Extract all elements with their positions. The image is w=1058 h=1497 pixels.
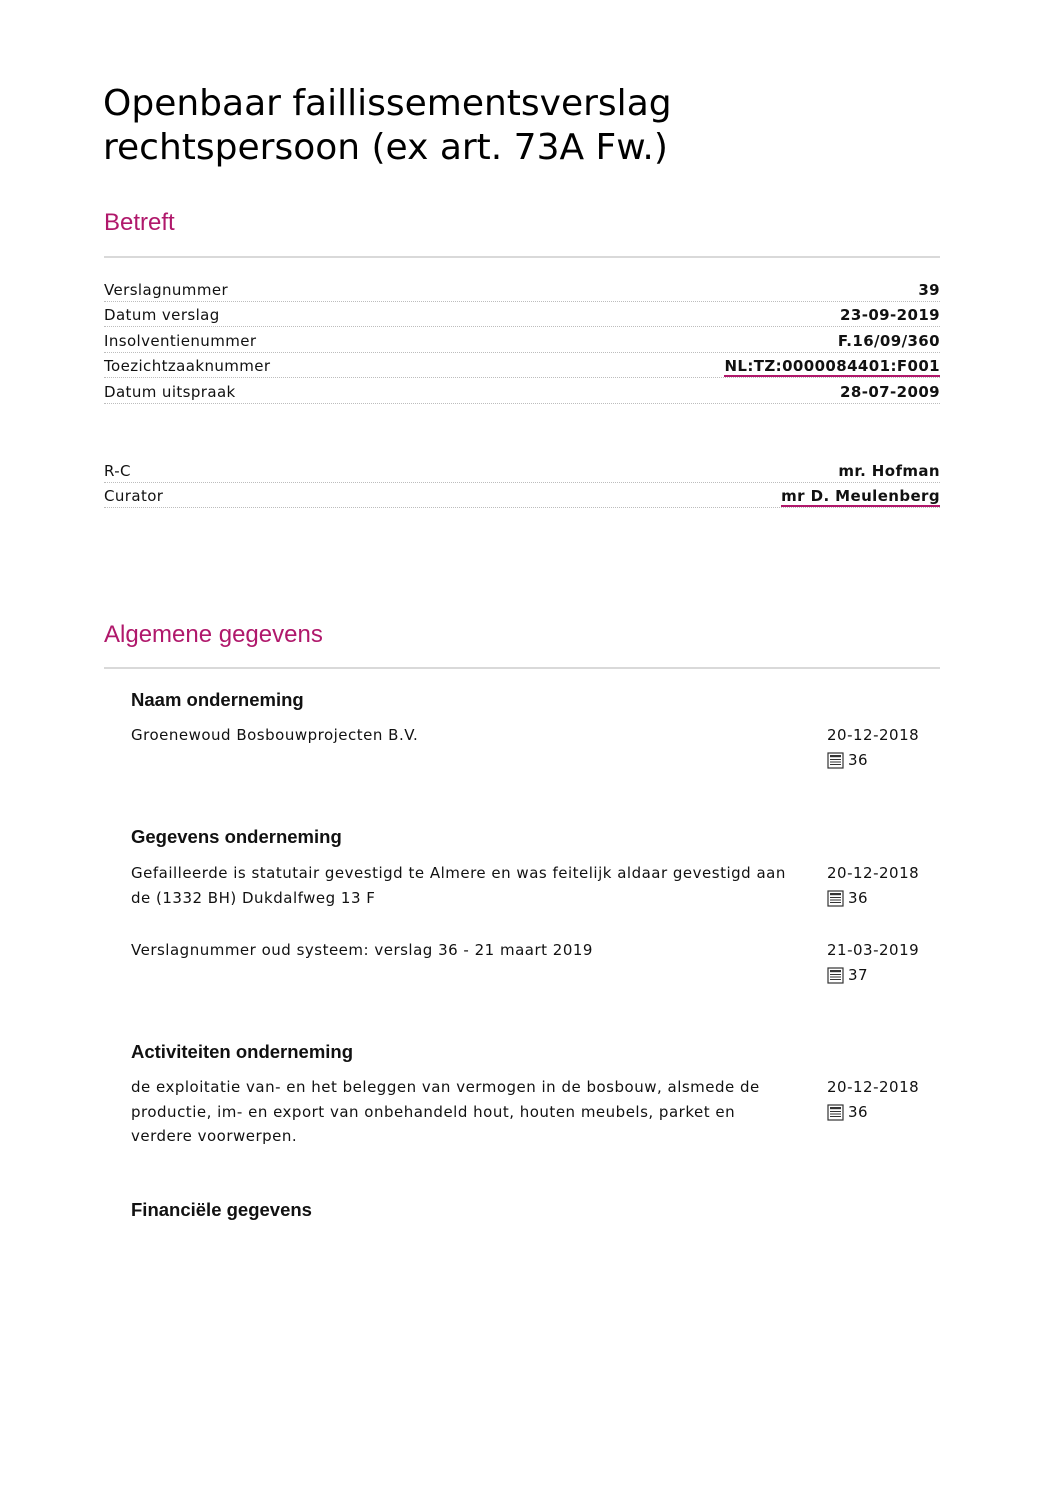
report-ref-link[interactable] bbox=[827, 1100, 937, 1125]
info-value: 39 bbox=[918, 280, 940, 299]
entry-date: 20-12-2018 bbox=[827, 864, 920, 882]
subheading-naam-onderneming: Naam onderneming bbox=[131, 689, 304, 710]
report-ref-number: 37 bbox=[848, 965, 869, 984]
section-heading-algemeen: Algemene gegevens bbox=[104, 621, 323, 648]
info-label: Insolventienummer bbox=[104, 331, 257, 350]
document-title-line-1: Openbaar faillissementsverslag bbox=[103, 83, 672, 124]
subheading-gegevens-onderneming: Gegevens onderneming bbox=[131, 826, 342, 847]
entry-text: Verslagnummer oud systeem: verslag 36 - 21 maart 2019 bbox=[131, 941, 593, 959]
entry-date: 20-12-2018 bbox=[827, 726, 920, 744]
section-divider bbox=[104, 667, 940, 669]
info-row-verslagnummer bbox=[104, 276, 940, 302]
info-label: R-C bbox=[104, 461, 131, 480]
entry-date: 20-12-2018 bbox=[827, 1078, 920, 1096]
document-icon bbox=[827, 1104, 844, 1121]
section-heading-betreft: Betreft bbox=[104, 209, 175, 236]
info-value: mr. Hofman bbox=[838, 461, 940, 480]
report-ref-link[interactable] bbox=[827, 886, 937, 911]
info-row-insolventienummer bbox=[104, 327, 940, 353]
info-value: F.16/09/360 bbox=[837, 331, 940, 350]
info-label: Verslagnummer bbox=[104, 280, 229, 299]
info-label: Datum uitspraak bbox=[104, 382, 236, 401]
curator-link[interactable]: mr D. Meulenberg bbox=[781, 487, 940, 505]
document-title bbox=[103, 82, 943, 170]
info-value: 23-09-2019 bbox=[840, 306, 940, 324]
toezichtzaaknummer-link[interactable]: NL:TZ:0000084401:F001 bbox=[724, 357, 940, 375]
info-row-datum-verslag bbox=[104, 302, 940, 328]
document-icon bbox=[827, 967, 844, 984]
entry-text: Groenewoud Bosbouwprojecten B.V. bbox=[131, 726, 419, 744]
report-ref-number: 36 bbox=[848, 888, 869, 907]
subheading-activiteiten-onderneming: Activiteiten onderneming bbox=[131, 1041, 354, 1062]
document-icon bbox=[827, 752, 844, 769]
document-title-line-2: rechtspersoon (ex art. 73A Fw.) bbox=[103, 127, 668, 168]
info-label: Toezichtzaaknummer bbox=[104, 357, 271, 375]
info-label: Curator bbox=[104, 487, 164, 505]
info-label: Datum verslag bbox=[104, 306, 220, 324]
info-row-rc bbox=[104, 457, 940, 483]
report-ref-link[interactable] bbox=[827, 748, 937, 773]
case-info-table bbox=[104, 276, 940, 404]
subheading-financiele-gegevens: Financiële gegevens bbox=[131, 1199, 312, 1220]
document-icon bbox=[827, 890, 844, 907]
entry-text: de exploitatie van- en het beleggen van vermogen in de bosbouw, alsmede de productie, im- en export van onbehandeld hout, houten meubels, parket en verdere voorwerpen. bbox=[131, 1078, 760, 1145]
entry-date: 21-03-2019 bbox=[827, 941, 920, 959]
entry-meta bbox=[827, 861, 937, 910]
info-row-datum-uitspraak bbox=[104, 378, 940, 404]
report-ref-link[interactable] bbox=[827, 963, 937, 988]
info-row-toezichtzaaknummer bbox=[104, 353, 940, 379]
section-divider bbox=[104, 256, 940, 258]
entry-meta bbox=[827, 723, 937, 772]
info-value: 28-07-2009 bbox=[840, 382, 940, 401]
report-ref-number: 36 bbox=[848, 1102, 869, 1121]
report-ref-number: 36 bbox=[848, 750, 869, 769]
entry-meta bbox=[827, 1075, 937, 1124]
info-row-curator bbox=[104, 483, 940, 509]
entry-text: Gefailleerde is statutair gevestigd te Almere en was feitelijk aldaar gevestigd aan de (1332 BH) Dukdalfweg 13 F bbox=[131, 864, 786, 907]
entry-meta bbox=[827, 938, 937, 987]
persons-table bbox=[104, 457, 940, 508]
